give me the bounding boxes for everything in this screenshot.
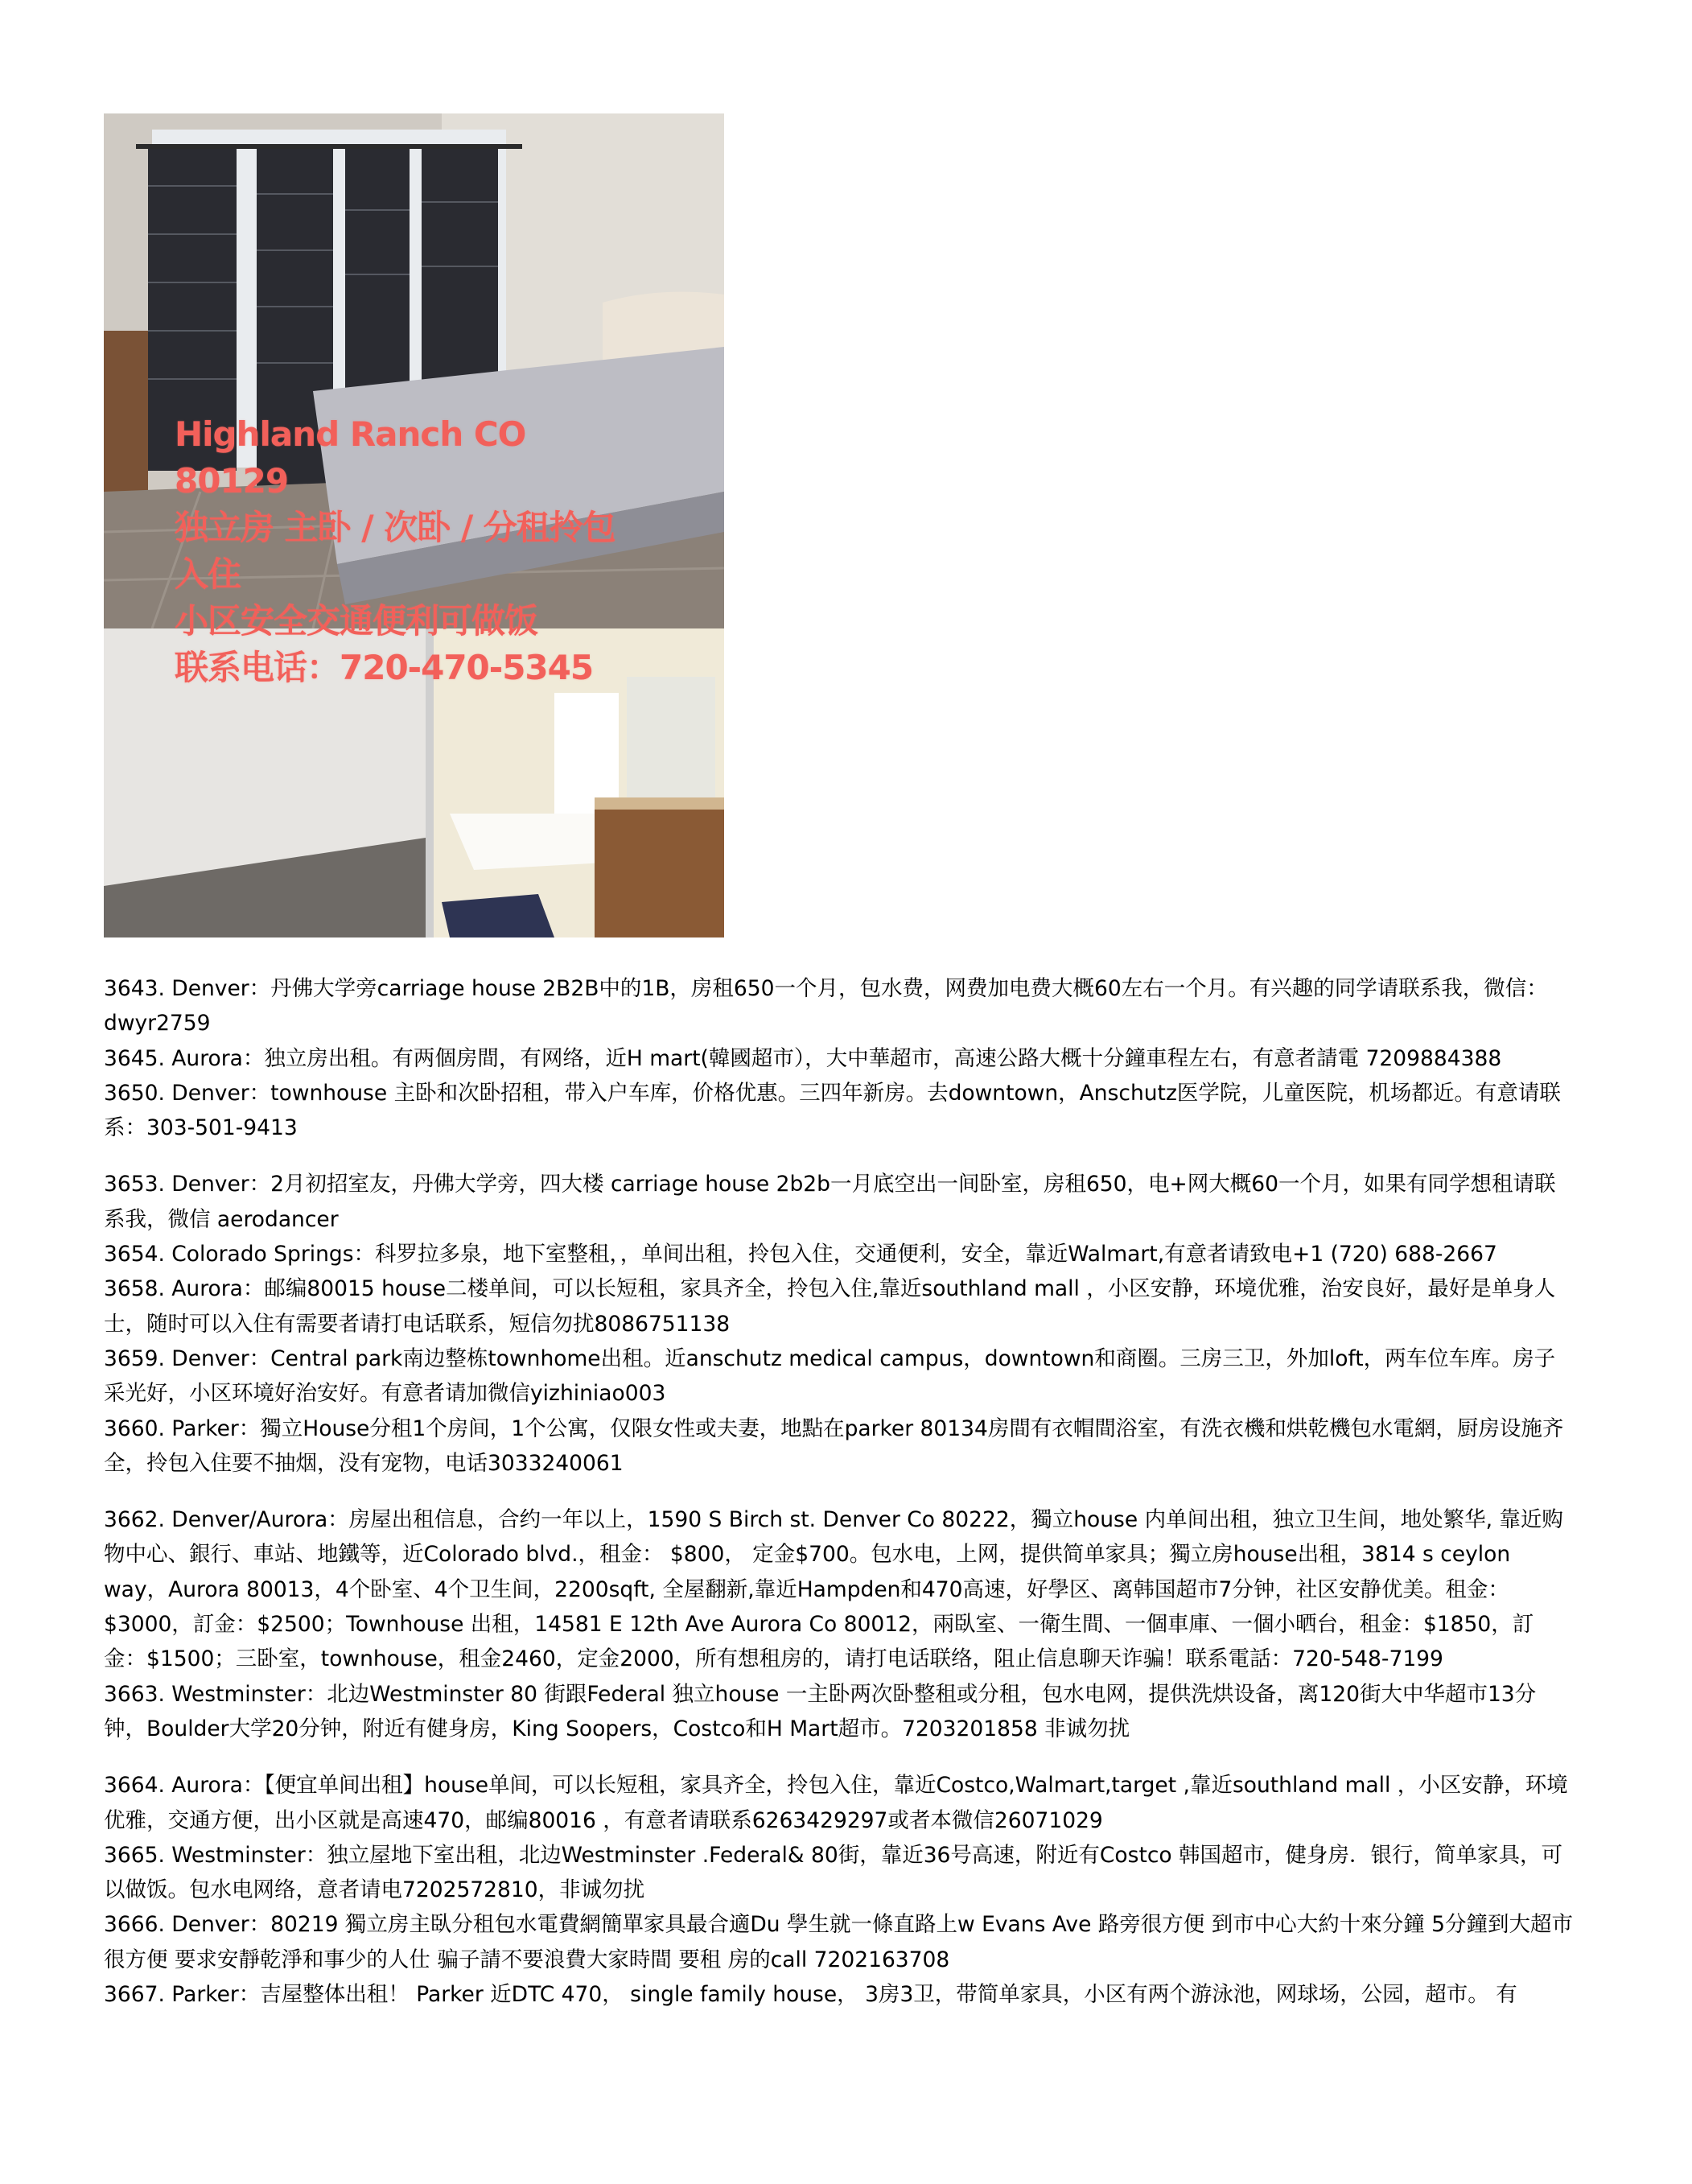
listing-entry: 3667. Parker：吉屋整体出租！ Parker 近DTC 470， single family house， 3房3卫，带简单家具，小区有两个游泳池，网球场，公园，超市。 有	[104, 1982, 1517, 2008]
photo-overlay-text	[175, 411, 722, 691]
listing-group	[104, 1502, 1576, 1746]
listing-entry: 3665. Westminster：独立屋地下室出租，北边Westminster .Federal& 80街，靠近36号高速，附近有Costco 韩国超市，健身房．银行，简单家具，可以做饭。包水电网络，意者请电7202572810，非诚勿扰	[104, 1842, 1563, 1903]
listing-entry: 3658. Aurora：邮编80015 house二楼单间，可以长短租，家具齐全，拎包入住,靠近southland mall ，小区安静，环境优雅，治安良好，最好是单身人士，随时可以入住有需要者请打电话联系，短信勿扰8086751138	[104, 1276, 1556, 1337]
listing-entry: 3645. Aurora：独立房出租。有两個房間，有网络，近H mart(韓國超市），大中華超市，高速公路大概十分鐘車程左右，有意者請電 7209884388	[104, 1045, 1502, 1071]
overlay-line: Highland Ranch CO	[175, 414, 526, 454]
listings-text	[104, 971, 1576, 2012]
overlay-line: 联系电话：720-470-5345	[175, 648, 594, 687]
listing-group	[104, 1768, 1576, 2012]
listing-entry: 3643. Denver：丹佛大学旁carriage house 2B2B中的1B，房租650一个月，包水费，网费加电费大概60左右一个月。有兴趣的同学请联系我，微信：dwyr2759	[104, 976, 1548, 1036]
listing-entry: 3653. Denver：2月初招室友，丹佛大学旁，四大楼 carriage house 2b2b一月底空出一间卧室，房租650，电+网大概60一个月，如果有同学想租请联系我，微信 aerodancer	[104, 1172, 1556, 1232]
overlay-line: 小区安全交通便利可做饭	[175, 601, 538, 641]
listing-entry: 3650. Denver：townhouse 主卧和次卧招租，带入户车库，价格优惠。三四年新房。去downtown，Anschutz医学院，儿童医院，机场都近。有意请联系：303-501-9413	[104, 1080, 1561, 1141]
listing-entry: 3659. Denver：Central park南边整栋townhome出租。近anschutz medical campus，downtown和商圈。三房三卫，外加loft，两车位车库。房子采光好，小区环境好治安好。有意者请加微信yizhiniao003	[104, 1345, 1556, 1407]
listing-entry: 3660. Parker：獨立House分租1个房间，1个公寓，仅限女性或夫妻，地點在parker 80134房間有衣帽間浴室，有洗衣機和烘乾機包水電網，厨房设施齐全，拎包入住要不抽烟，没有宠物，电话3033240061	[104, 1415, 1564, 1476]
overlay-line: 独立房 主卧 / 次卧 / 分租拎包	[175, 508, 615, 547]
listing-group	[104, 1167, 1576, 1481]
listing-entry: 3666. Denver：80219 獨立房主臥分租包水電費網簡單家具最合適Du 學生就一條直路上w Evans Ave 路旁很方便 到市中心大約十來分鐘 5分鐘到大超市 很方便 要求安靜乾淨和事少的人仕 骗子請不要浪費大家時間 要租 房的call 7202163708	[104, 1912, 1574, 1972]
listing-entry: 3662. Denver/Aurora：房屋出租信息，合约一年以上，1590 S Birch st. Denver Co 80222，獨立house 内单间出租，独立卫生间，地处繁华, 靠近购物中心、銀行、車站、地鐵等，近Colorado blvd.，租金： $800， 定金$700。包水电，上网，提供简单家具；獨立房house出租，3814 s ceylon way，Aurora 80013，4个卧室、4个卫生间，2200sqft, 全屋翻新,靠近Hampden和470高速，好學区、离韩国超市7分钟，社区安静优美。租金：$3000，訂金：$2500；Townhouse 出租，14581 E 12th Ave Aurora Co 80012，兩臥室、一衛生間、一個車庫、一個小晒台，租金：$1850，訂金：$1500；三卧室，townhouse，租金2460，定金2000，所有想租房的，请打电话联络，阻止信息聊天诈骗！联系電話：720-548-7199	[104, 1507, 1563, 1672]
listing-photo	[104, 113, 724, 937]
listing-group	[104, 971, 1576, 1145]
listing-entry: 3654. Colorado Springs：科罗拉多泉，地下室整租，，单间出租，拎包入住，交通便利，安全，靠近Walmart,有意者请致电+1 (720) 688-2667	[104, 1242, 1497, 1267]
listing-entry: 3663. Westminster：北边Westminster 80 街跟Federal 独立house 一主卧两次卧整租或分租，包水电网，提供洗烘设备，离120街大中华超市13分钟，Boulder大学20分钟，附近有健身房，King Soopers，Costco和H Mart超市。7203201858 非诚勿扰	[104, 1681, 1537, 1741]
overlay-line: 入住	[175, 554, 241, 594]
overlay-line: 80129	[175, 461, 289, 501]
listing-entry: 3664. Aurora：【便宜单间出租】house单间，可以长短租，家具齐全，拎包入住，靠近Costco,Walmart,target ,靠近southland mall ，小区安静，环境优雅，交通方便，出小区就是高速470，邮编80016 ，有意者请联系6263429297或者本微信26071029	[104, 1773, 1568, 1833]
